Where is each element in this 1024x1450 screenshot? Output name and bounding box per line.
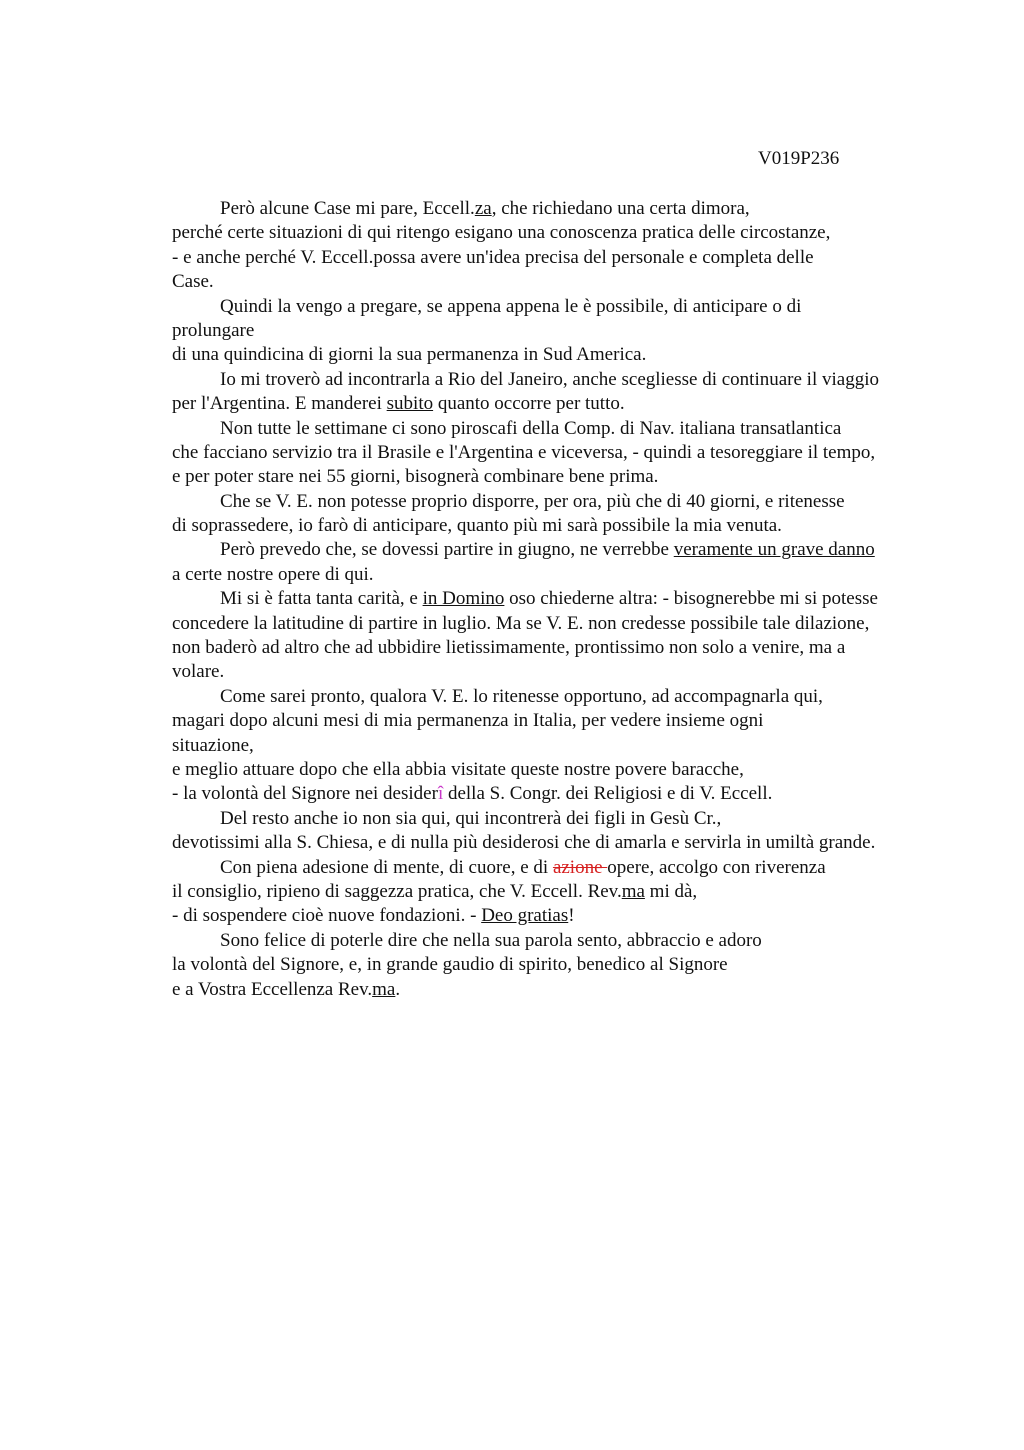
text-line: la volontà del Signore, e, in grande gaudio di spirito, benedico al Signore	[172, 954, 728, 976]
text-line: - e anche perché V. Eccell.possa avere un'idea precisa del personale e completa delle	[172, 246, 814, 268]
text-line: e a Vostra Eccellenza Rev.ma.	[172, 978, 401, 1000]
page-id: V019P236	[758, 148, 840, 169]
text-line: e per poter stare nei 55 giorni, bisognerà combinare bene prima.	[172, 466, 659, 488]
text-line: devotissimi alla S. Chiesa, e di nulla più desiderosi che di amarla e servirla in umiltà grande.	[172, 832, 876, 854]
text-line: che facciano servizio tra il Brasile e l'Argentina e viceversa, - quindi a tesoreggiare il tempo,	[172, 441, 876, 463]
text-line: magari dopo alcuni mesi di mia permanenza in Italia, per vedere insieme ogni	[172, 710, 764, 732]
text-line: Case.	[172, 271, 214, 293]
text-line: volare.	[172, 661, 225, 683]
text-line: Non tutte le settimane ci sono piroscafi della Comp. di Nav. italiana transatlantica	[220, 417, 842, 439]
text-line: di una quindicina di giorni la sua permanenza in Sud America.	[172, 344, 647, 366]
text-line: perché certe situazioni di qui ritengo esigano una conoscenza pratica delle circostanze,	[172, 222, 831, 244]
text-line: di soprassedere, io farò di anticipare, quanto più mi sarà possibile la mia venuta.	[172, 515, 782, 537]
text-line: per l'Argentina. E manderei subito quanto occorre per tutto.	[172, 393, 625, 415]
strikethrough-deletion: azione	[552, 856, 608, 878]
text-line: a certe nostre opere di qui.	[172, 563, 374, 585]
text-line: Io mi troverò ad incontrarla a Rio del Janeiro, anche scegliesse di continuare il viaggio	[220, 368, 879, 390]
text-line: Con piena adesione di mente, di cuore, e di azione opere, accolgo con riverenza	[220, 856, 826, 878]
text-line: - di sospendere cioè nuove fondazioni. - Deo gratias!	[172, 905, 575, 927]
text-line: Sono felice di poterle dire che nella sua parola sento, abbraccio e adoro	[220, 929, 762, 951]
text-line: Del resto anche io non sia qui, qui incontrerà dei figli in Gesù Cr.,	[220, 807, 722, 829]
text-line: Mi si è fatta tanta carità, e in Domino oso chiederne altra: - bisognerebbe mi si potesse	[220, 588, 878, 610]
text-line: Quindi la vengo a pregare, se appena appena le è possibile, di anticipare o di	[220, 295, 802, 317]
letter-body	[172, 197, 972, 1002]
text-line: e meglio attuare dopo che ella abbia visitate queste nostre povere baracche,	[172, 758, 744, 780]
text-line: Come sarei pronto, qualora V. E. lo ritenesse opportuno, ad accompagnarla qui,	[220, 685, 823, 707]
text-line: non baderò ad altro che ad ubbidire lietissimamente, prontissimo non solo a venire, ma a	[172, 637, 846, 659]
text-line: - la volontà del Signore nei desiderî della S. Congr. dei Religiosi e di V. Eccell.	[172, 783, 773, 805]
accent-mark: î	[437, 783, 444, 805]
text-line: Però prevedo che, se dovessi partire in giugno, ne verrebbe veramente un grave danno	[220, 539, 875, 561]
text-line: concedere la latitudine di partire in luglio. Ma se V. E. non credesse possibile tale dilazione,	[172, 612, 870, 634]
text-line: Però alcune Case mi pare, Eccell.za, che richiedano una certa dimora,	[220, 198, 750, 219]
text-line: prolungare	[172, 319, 255, 341]
text-line: Che se V. E. non potesse proprio disporre, per ora, più che di 40 giorni, e ritenesse	[220, 490, 845, 512]
text-line: situazione,	[172, 734, 254, 756]
text-line: il consiglio, ripieno di saggezza pratica, che V. Eccell. Rev.ma mi dà,	[172, 880, 698, 902]
